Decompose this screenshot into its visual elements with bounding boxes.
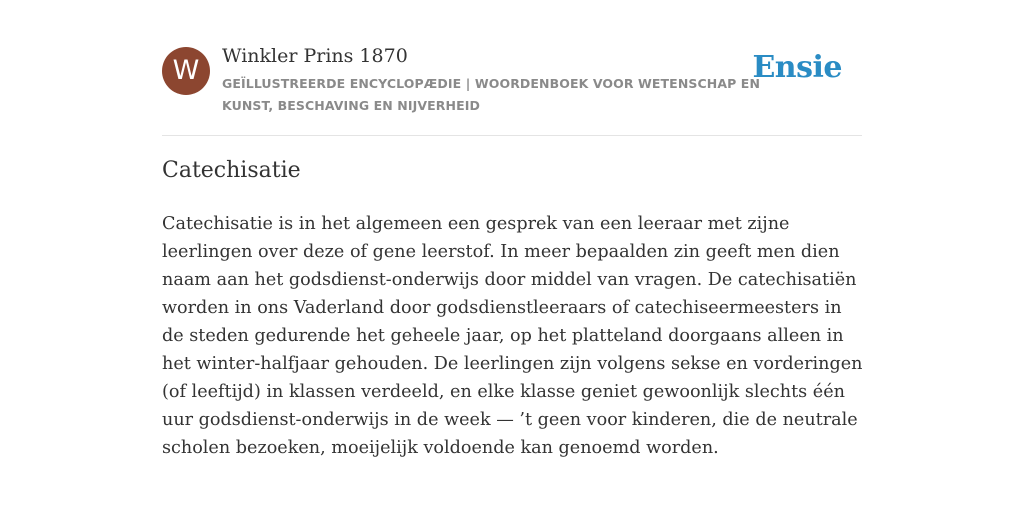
article-title: Catechisatie (162, 158, 301, 183)
page-container (162, 0, 863, 458)
article-body: Catechisatie is in het algemeen een gesprek van een leeraar met zijne leerlingen over deze of gene leerstof. In meer bepaalden zin geeft men dien naam aan het godsdienst-onderwijs door middel van vragen. De catechisatiën worden in ons Vaderland door godsdienstleeraars of catechiseermeesters in de steden gedurende het geheele jaar, op het platteland doorgaans alleen in het winter-halfjaar gehouden. De leerlingen zijn volgens sekse en vorderingen (of leeftijd) in klassen verdeeld, en elke klasse geniet gewoonlijk slechts één uur godsdienst-onderwijs in de week — ’t geen voor kinderen, die de neutrale scholen bezoeken, moeijelijk voldoende kan genoemd worden. (162, 214, 863, 458)
source-title[interactable]: Winkler Prins 1870 (222, 45, 408, 67)
source-header (162, 0, 862, 136)
avatar[interactable]: W (162, 47, 210, 95)
source-subtitle: GEÏLLUSTREERDE ENCYCLOPÆDIE | WOORDENBOEK VOOR WETENSCHAP EN KUNST, BESCHAVING EN NIJVERHEID (222, 76, 761, 113)
ensie-logo[interactable]: Ensie (752, 50, 842, 85)
